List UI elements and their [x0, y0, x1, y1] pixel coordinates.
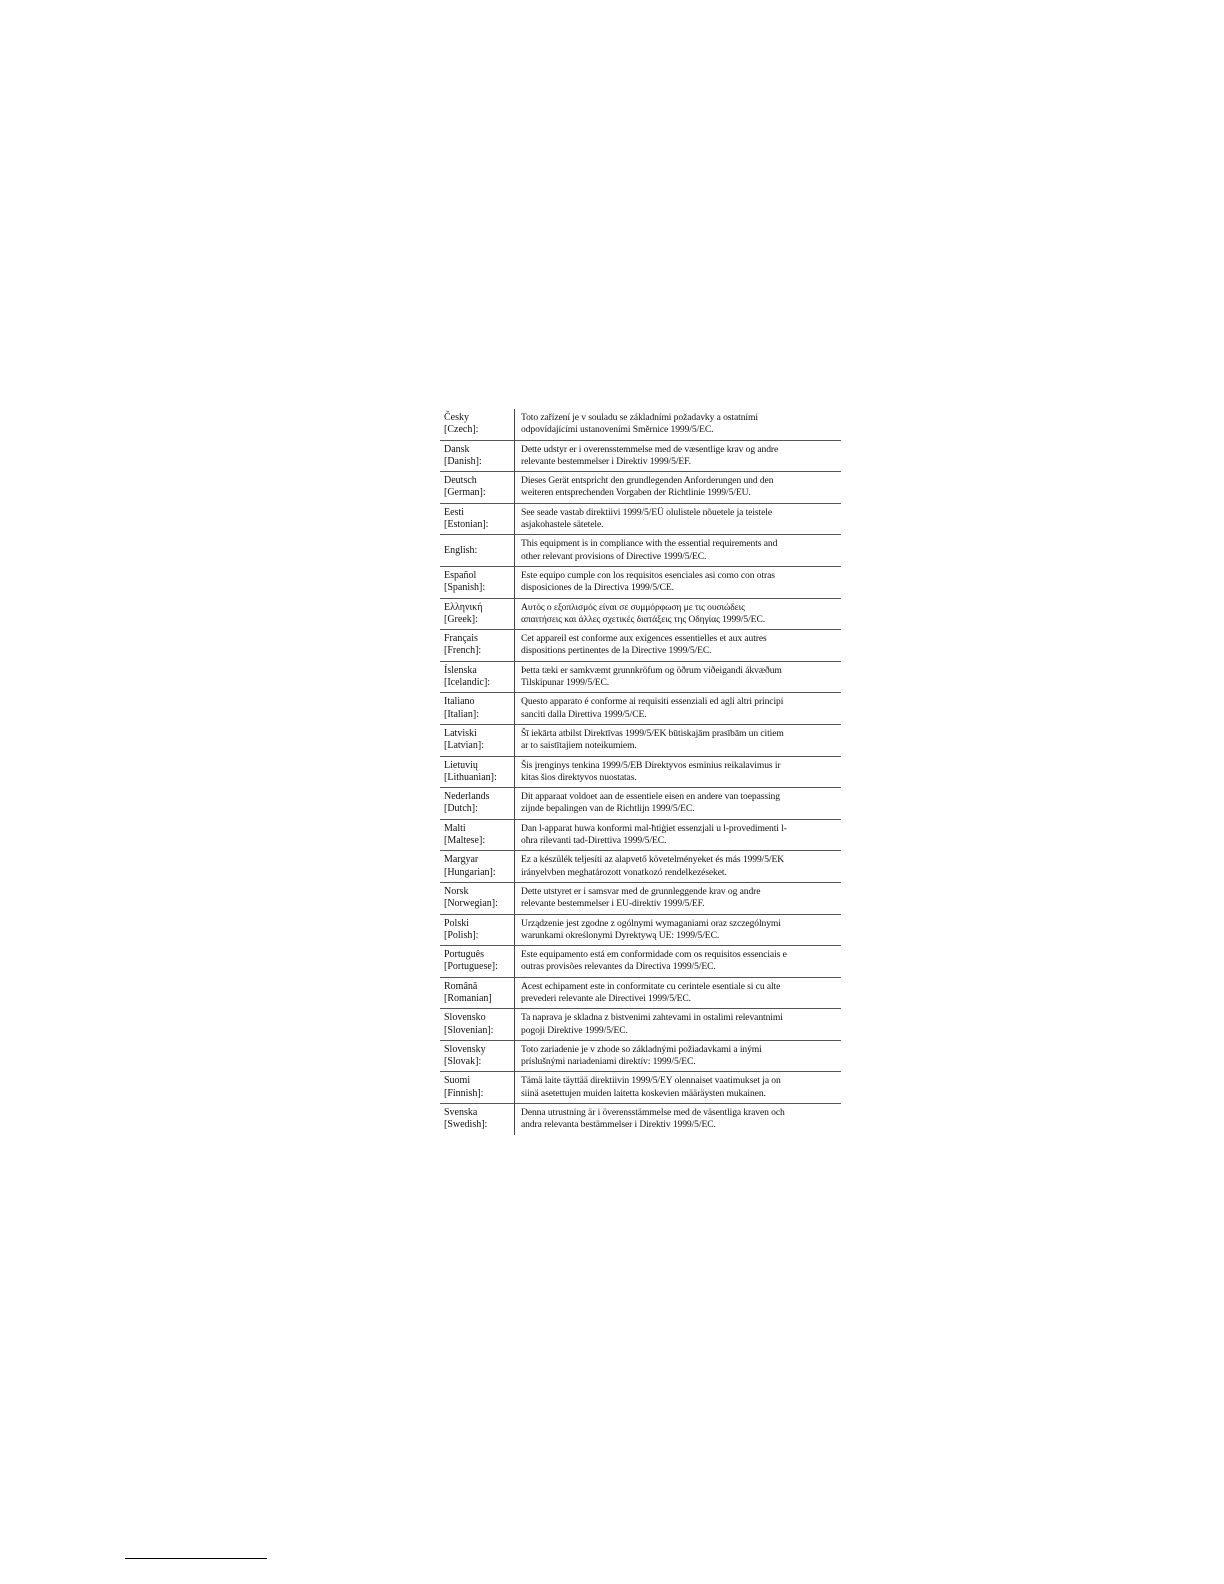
- language-cell: [440, 819, 515, 851]
- language-label: Français: [444, 633, 478, 645]
- declaration-text-line: relevante bestemmelser i Direktiv 1999/5/EF.: [521, 455, 691, 467]
- table-row: [440, 566, 841, 598]
- language-label: Slovensko: [444, 1012, 486, 1024]
- declaration-text-line: Toto zariadenie je v zhode so základnými požiadavkami a inými: [521, 1043, 762, 1055]
- language-label: Malti: [444, 822, 466, 834]
- language-label: Česky: [444, 412, 469, 423]
- declaration-text-line: Þetta tæki er samkvæmt grunnkröfum og öðrum viðeigandi ákvæðum: [521, 664, 782, 676]
- table-row: [440, 851, 841, 883]
- declaration-text-cell: [515, 1072, 842, 1104]
- footnote-separator: [125, 1558, 267, 1559]
- table-row: [440, 440, 841, 472]
- declaration-text-line: warunkami określonymi Dyrektywą UE: 1999/5/EC.: [521, 929, 720, 941]
- declaration-text-line: kitas šios direktyvos nuostatas.: [521, 771, 637, 783]
- language-label: Eesti: [444, 506, 464, 518]
- language-label: [Slovenian]:: [444, 1024, 494, 1036]
- language-label: [Italian]:: [444, 708, 479, 720]
- language-label: Norsk: [444, 885, 469, 897]
- declaration-text-cell: [515, 661, 842, 693]
- language-label: [Hungarian]:: [444, 866, 496, 878]
- declaration-text-line: sanciti dalla Direttiva 1999/5/CE.: [521, 708, 647, 720]
- declaration-text-cell: [515, 598, 842, 630]
- table-row: [440, 630, 841, 662]
- language-cell: [440, 946, 515, 978]
- language-label: Italiano: [444, 696, 475, 708]
- language-label: [Dutch]:: [444, 803, 478, 815]
- language-label: [Finnish]:: [444, 1087, 484, 1099]
- language-cell: [440, 440, 515, 472]
- declaration-text-cell: [515, 914, 842, 946]
- declaration-text-line: Dette udstyr er i overensstemmelse med de væsentlige krav og andre: [521, 443, 779, 455]
- language-cell: [440, 788, 515, 820]
- language-label: Polski: [444, 917, 470, 929]
- language-cell: [440, 851, 515, 883]
- table-row: [440, 409, 841, 440]
- declaration-text-cell: [515, 1104, 842, 1135]
- language-label: Latviski: [444, 727, 477, 739]
- declaration-text-line: outras provisões relevantes da Directiva 1999/5/EC.: [521, 961, 716, 973]
- language-label: [Norwegian]:: [444, 898, 498, 910]
- language-label: Dansk: [444, 443, 470, 455]
- declaration-text-cell: [515, 1009, 842, 1041]
- language-label: [Icelandic]:: [444, 677, 491, 689]
- table-row: [440, 788, 841, 820]
- declaration-text-line: απαιτήσεις και άλλες σχετικές διατάξεις της Οδηγίας 1999/5/EC.: [521, 613, 766, 625]
- declaration-text-line: Dit apparaat voldoet aan de essentiele eisen en andere van toepassing: [521, 791, 780, 803]
- table-row: [440, 819, 841, 851]
- language-label: Ελληνική: [444, 601, 483, 613]
- declaration-text-cell: [515, 472, 842, 504]
- language-label: Română: [444, 980, 478, 992]
- language-label: Íslenska: [444, 664, 477, 676]
- table-row: [440, 882, 841, 914]
- declaration-text-line: Tämä laite täyttää direktiivin 1999/5/EY olennaiset vaatimukset ja on: [521, 1075, 781, 1087]
- declaration-text-cell: [515, 819, 842, 851]
- declaration-text-cell: [515, 756, 842, 788]
- language-cell: [440, 693, 515, 725]
- declaration-text-line: other relevant provisions of Directive 1999/5/EC.: [521, 550, 707, 562]
- language-label: [Portuguese]:: [444, 961, 498, 973]
- declaration-text-line: Dette utstyret er i samsvar med de grunnleggende krav og andre: [521, 885, 761, 897]
- table-row: [440, 1104, 841, 1135]
- language-cell: [440, 503, 515, 535]
- language-label: [Danish]:: [444, 455, 482, 467]
- declaration-text-cell: [515, 440, 842, 472]
- language-label: [Lithuanian]:: [444, 771, 497, 783]
- table-row: [440, 1009, 841, 1041]
- declaration-text-line: irányelvben meghatározott vonatkozó rendelkezéseket.: [521, 866, 727, 878]
- table-row: [440, 598, 841, 630]
- declaration-text-cell: [515, 503, 842, 535]
- table-row: [440, 1040, 841, 1072]
- language-cell: [440, 914, 515, 946]
- language-label: Deutsch: [444, 475, 477, 487]
- language-cell: [440, 977, 515, 1009]
- declaration-text-line: Denna utrustning är i överensstämmelse med de väsentliga kraven och: [521, 1107, 785, 1119]
- language-label: [German]:: [444, 487, 486, 499]
- table-row: [440, 693, 841, 725]
- declaration-text-line: asjakohastele sätetele.: [521, 519, 604, 531]
- language-cell: [440, 598, 515, 630]
- language-cell: [440, 661, 515, 693]
- declaration-text-line: Αυτός ο εξοπλισμός είναι σε συμμόρφωση με τις ουσιώδεις: [521, 601, 745, 613]
- language-label: Español: [444, 569, 477, 581]
- language-label: [Maltese]:: [444, 835, 486, 847]
- declaration-text-line: See seade vastab direktiivi 1999/5/EÜ olulistele nõuetele ja teistele: [521, 506, 772, 518]
- declaration-text-line: Dan l-apparat huwa konformi mal-ħtiġiet essenzjali u l-provedimenti l-: [521, 822, 787, 834]
- declaration-text-line: Este equipamento está em conformidade com os requisitos essenciais e: [521, 949, 787, 961]
- declaration-text-line: Este equipo cumple con los requisitos esenciales asi como con otras: [521, 569, 775, 581]
- declaration-text-cell: [515, 535, 842, 567]
- language-cell: [440, 630, 515, 662]
- declaration-text-line: odpovídajícími ustanoveními Směrnice 1999/5/EC.: [521, 424, 714, 436]
- language-cell: [440, 535, 515, 567]
- language-cell: [440, 566, 515, 598]
- language-label: [French]:: [444, 645, 482, 657]
- language-cell: [440, 1072, 515, 1104]
- declaration-text-line: Ta naprava je skladna z bistvenimi zahtevami in ostalimi relevantnimi: [521, 1012, 783, 1024]
- declaration-text-line: príslušnými nariadeniami direktív: 1999/5/EC.: [521, 1056, 696, 1068]
- language-label: Lietuvių: [444, 759, 478, 771]
- language-label: [Polish]:: [444, 929, 479, 941]
- declaration-text-line: Tilskipunar 1999/5/EC.: [521, 677, 610, 689]
- table-row: [440, 946, 841, 978]
- table-row: [440, 914, 841, 946]
- declaration-text-cell: [515, 409, 842, 440]
- language-label: [Romanian]: [444, 992, 492, 1004]
- table-row: [440, 756, 841, 788]
- declaration-text-line: Ez a készülék teljesíti az alapvető követelményeket és más 1999/5/EK: [521, 854, 785, 866]
- declaration-text-line: Dieses Gerät entspricht den grundlegenden Anforderungen und den: [521, 475, 774, 487]
- declaration-text-line: oħra rilevanti tad-Direttiva 1999/5/EC.: [521, 835, 667, 847]
- declaration-text-line: weiteren entsprechenden Vorgaben der Richtlinie 1999/5/EU.: [521, 487, 751, 499]
- declaration-text-cell: [515, 977, 842, 1009]
- language-label: [Slovak]:: [444, 1056, 482, 1068]
- declaration-text-line: zijnde bepalingen van de Richtlijn 1999/5/EC.: [521, 803, 695, 815]
- declaration-text-cell: [515, 693, 842, 725]
- table-row: [440, 535, 841, 567]
- declaration-text-line: disposiciones de la Directiva 1999/5/CE.: [521, 582, 674, 594]
- language-label: Svenska: [444, 1107, 478, 1119]
- language-label: Margyar: [444, 854, 479, 866]
- language-cell: [440, 1104, 515, 1135]
- language-label: Nederlands: [444, 791, 490, 803]
- language-cell: [440, 724, 515, 756]
- declaration-text-cell: [515, 724, 842, 756]
- language-label: [Estonian]:: [444, 519, 489, 531]
- declaration-text-line: Questo apparato é conforme ai requisiti essenziali ed agli altri principi: [521, 696, 784, 708]
- language-cell: [440, 882, 515, 914]
- declaration-text-line: relevante bestemmelser i EU-direktiv 1999/5/EF.: [521, 898, 705, 910]
- table-row: [440, 977, 841, 1009]
- declaration-text-line: Toto zařízení je v souladu se základními požadavky a ostatními: [521, 412, 758, 423]
- declaration-text-line: andra relevanta bestämmelser i Direktiv 1999/5/EC.: [521, 1119, 716, 1131]
- language-cell: [440, 409, 515, 440]
- declaration-text-line: prevederi relevante ale Directivei 1999/5/EC.: [521, 992, 691, 1004]
- table-row: [440, 661, 841, 693]
- language-cell: [440, 1009, 515, 1041]
- language-cell: [440, 756, 515, 788]
- declaration-text-line: pogoji Direktive 1999/5/EC.: [521, 1024, 628, 1036]
- language-label: [Czech]:: [444, 424, 479, 436]
- language-label: [Spanish]:: [444, 582, 486, 594]
- declaration-text-line: Acest echipament este in conformitate cu cerintele esentiale si cu alte: [521, 980, 781, 992]
- declaration-text-line: Šī iekārta atbilst Direktīvas 1999/5/EK būtiskajām prasībām un citiem: [521, 727, 784, 739]
- language-label: Português: [444, 949, 484, 961]
- declaration-text-line: dispositions pertinentes de la Directive 1999/5/EC.: [521, 645, 712, 657]
- language-label: [Greek]:: [444, 613, 478, 625]
- eu-declaration-table: [440, 409, 841, 1135]
- declaration-text-line: Cet appareil est conforme aux exigences essentielles et aux autres: [521, 633, 767, 645]
- language-label: Suomi: [444, 1075, 471, 1087]
- table-row: [440, 503, 841, 535]
- language-cell: [440, 1040, 515, 1072]
- declaration-rows: [440, 409, 841, 1135]
- declaration-text-line: ar to saistītajiem noteikumiem.: [521, 740, 637, 752]
- declaration-text-cell: [515, 566, 842, 598]
- language-label: [Latvian]:: [444, 740, 484, 752]
- declaration-text-cell: [515, 946, 842, 978]
- table-row: [440, 472, 841, 504]
- declaration-text-line: siinä asetettujen muiden laitetta koskevien määräysten mukainen.: [521, 1087, 766, 1099]
- declaration-text-cell: [515, 630, 842, 662]
- language-label: [Swedish]:: [444, 1119, 488, 1131]
- language-label: English:: [444, 544, 478, 556]
- declaration-text-cell: [515, 882, 842, 914]
- declaration-text-cell: [515, 788, 842, 820]
- table-row: [440, 724, 841, 756]
- declaration-text-line: Šis įrenginys tenkina 1999/5/EB Direktyvos esminius reikalavimus ir: [521, 759, 781, 771]
- declaration-text-line: This equipment is in compliance with the essential requirements and: [521, 538, 778, 550]
- declaration-text-line: Urządzenie jest zgodne z ogólnymi wymaganiami oraz szczególnymi: [521, 917, 781, 929]
- declaration-text-cell: [515, 1040, 842, 1072]
- declaration-text-cell: [515, 851, 842, 883]
- language-label: Slovensky: [444, 1043, 486, 1055]
- language-cell: [440, 472, 515, 504]
- table-row: [440, 1072, 841, 1104]
